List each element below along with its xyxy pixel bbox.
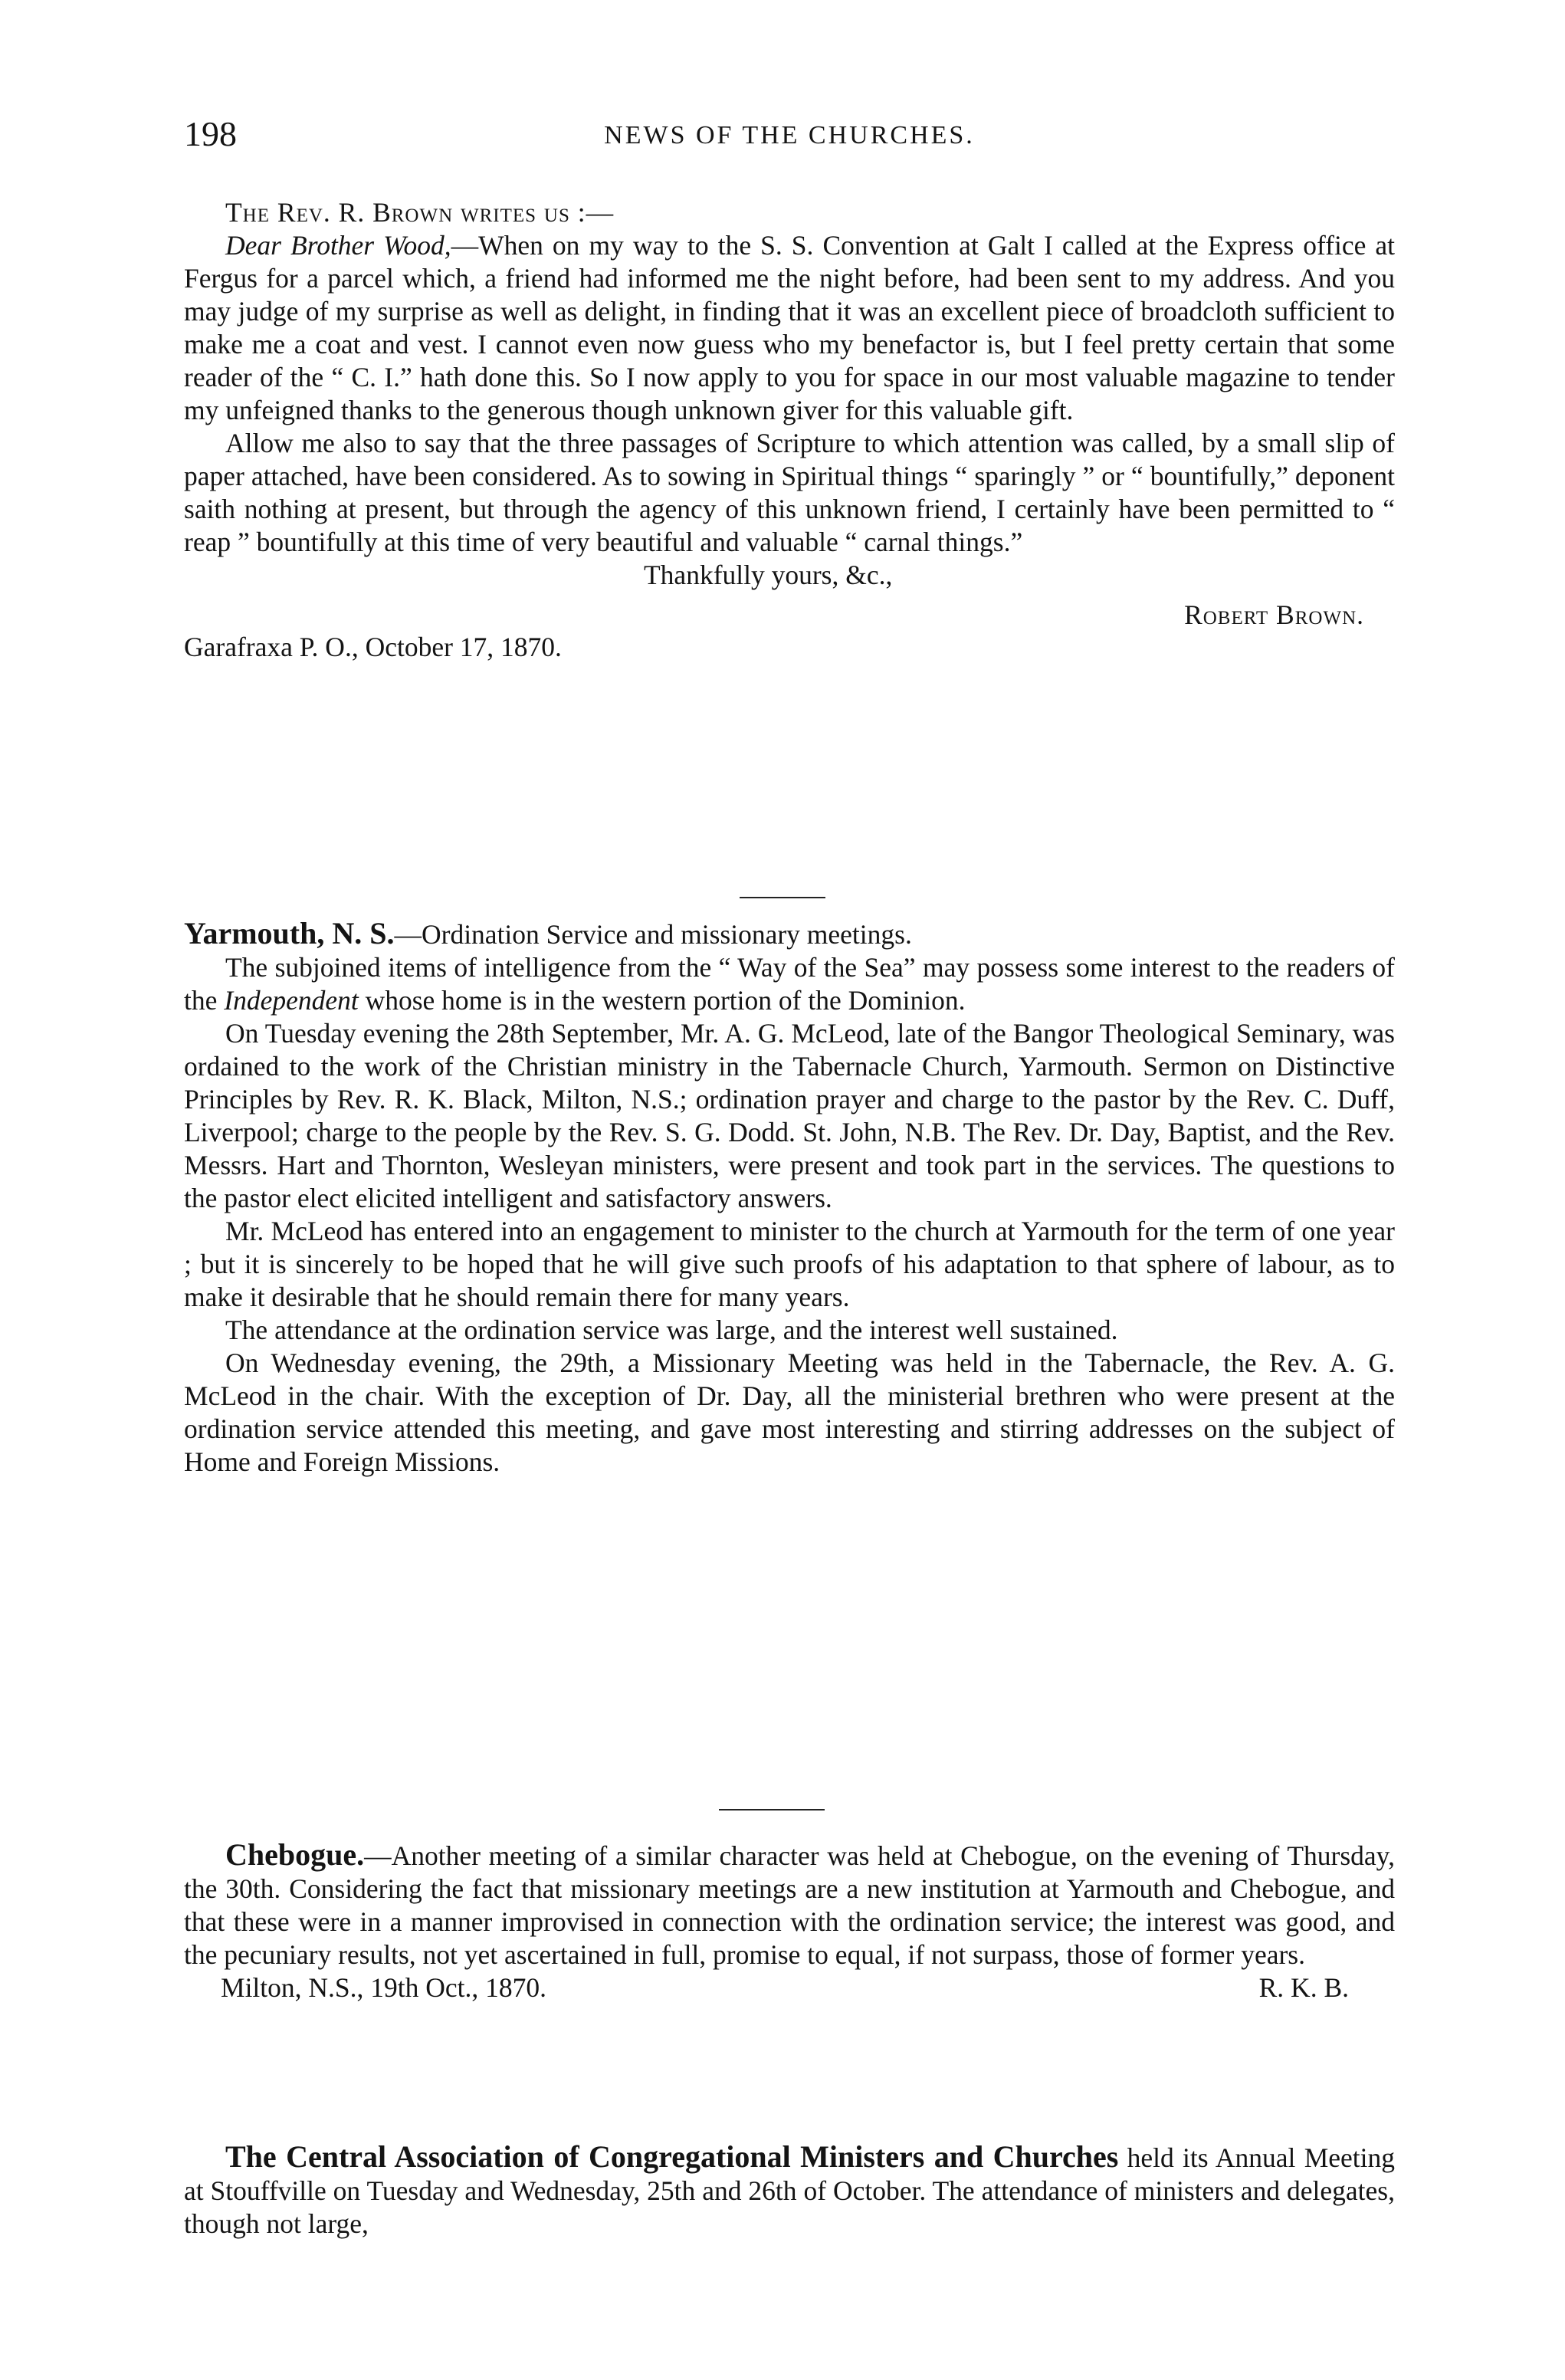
page-number: 198 bbox=[184, 114, 237, 153]
letter-closing: Thankfully yours, &c., bbox=[644, 560, 893, 590]
chebogue-signature-row bbox=[184, 1971, 1395, 2005]
yarmouth-paragraph-2: On Tuesday evening the 28th September, Mr. A. G. McLeod, late of the Bangor Theological Seminary, was ordained to the work of the Christian ministry in the Tabernacle Church, Yarmouth. Sermon on Distinctive Principles by Rev. R. K. Black, Milton, N.S.; ordination prayer and charge to the pastor by the Rev. C. Duff, Liverpool; charge to the people by the Rev. S. G. Dodd. St. John, N.B. The Rev. Dr. Day, Baptist, and the Rev. Messrs. Hart and Thornton, Wesleyan ministers, were present and took part in the services. The questions to the pastor elect elicited intelligent and satisfactory answers. bbox=[184, 1018, 1395, 1213]
yarmouth-heading-line bbox=[184, 917, 1395, 951]
chebogue-initials: R. K. B. bbox=[1258, 1972, 1349, 2003]
section-divider bbox=[719, 1809, 825, 1810]
running-head: NEWS OF THE CHURCHES. bbox=[604, 121, 975, 149]
letter-intro bbox=[184, 196, 1395, 229]
chebogue-paragraph bbox=[184, 1838, 1395, 1971]
letter-paragraph-2: Allow me also to say that the three passages of Scripture to which attention was called, by a small slip of paper attached, have been considered. As to sowing in Spiritual things “ sparingly ” or “ bountifully,” deponent saith nothing at present, but through the agency of this unknown friend, I certainly have been permitted to “ reap ” bountifully at this time of very beautiful and valuable “ carnal things.” bbox=[184, 428, 1395, 557]
closing-row bbox=[184, 559, 1395, 593]
central-association-section bbox=[184, 2140, 1395, 2240]
yarmouth-heading-text: —Ordination Service and missionary meetings. bbox=[394, 919, 912, 950]
yarmouth-section bbox=[184, 917, 1395, 1479]
letter-intro-text: The Rev. R. Brown writes us :— bbox=[225, 197, 615, 228]
place-date-row bbox=[184, 626, 1395, 660]
letter-salutation: Dear Brother Wood, bbox=[225, 230, 451, 261]
yarmouth-paragraph-1-b: whose home is in the western portion of the Dominion. bbox=[358, 985, 966, 1016]
chebogue-section bbox=[184, 1838, 1395, 2005]
page-header bbox=[184, 113, 1395, 159]
yarmouth-paragraph-5: On Wednesday evening, the 29th, a Missionary Meeting was held in the Tabernacle, the Rev. A. G. McLeod in the chair. With the exception of Dr. Day, all the ministerial brethren who were present at the ordination service attended this meeting, and gave most interesting and stirring addresses on the subject of Home and Foreign Missions. bbox=[184, 1348, 1395, 1477]
section-divider bbox=[740, 897, 825, 898]
signature-row bbox=[184, 593, 1395, 630]
central-association-paragraph bbox=[184, 2140, 1395, 2240]
chebogue-text: —Another meeting of a similar character was held at Chebogue, on the evening of Thursday, the 30th. Considering the fact that missionary meetings are a new institution at Yarmouth and Chebogue, and that these were in a manner improvised in connection with the ordination service; the interest was good, and the pecuniary results, not yet ascertained in full, promise to equal, if not surpass, those of former years. bbox=[184, 1840, 1395, 1970]
yarmouth-heading: Yarmouth, N. S. bbox=[184, 916, 395, 950]
yarmouth-paragraph-1 bbox=[184, 951, 1395, 1017]
yarmouth-paragraph-4: The attendance at the ordination service was large, and the interest well sustained. bbox=[225, 1315, 1118, 1345]
central-association-text: held its Annual Meeting at Stouffville on Tuesday and Wednesday, 25th and 26th of October. The attendance of ministers and delegates, though not large, bbox=[184, 2142, 1396, 2239]
letter-signature: Robert Brown. bbox=[1184, 599, 1364, 630]
central-association-heading: The Central Association of Congregational Ministers and Churches bbox=[225, 2139, 1119, 2174]
letter-paragraph-1-text: —When on my way to the S. S. Convention at Galt I called at the Express office at Fergus for a parcel which, a friend had informed me the night before, had been sent to my address. And you may judge of my surprise as well as delight, in finding that it was an excellent piece of broadcloth sufficient to make me a coat and vest. I cannot even now guess who my benefactor is, but I feel pretty certain that some reader of the “ C. I.” hath done this. So I now apply to you for space in our most valuable magazine to tender my unfeigned thanks to the generous though unknown giver for this valuable gift. bbox=[184, 230, 1395, 425]
letter-section bbox=[184, 196, 1395, 660]
chebogue-place-date: Milton, N.S., 19th Oct., 1870. bbox=[221, 1972, 547, 2003]
letter-paragraph-1 bbox=[184, 229, 1395, 427]
yarmouth-paragraph-3: Mr. McLeod has entered into an engagement to minister to the church at Yarmouth for the term of one year ; but it is sincerely to be hoped that he will give such proofs of his adaptation to that sphere of labour, as to make it desirable that he should remain there for many years. bbox=[184, 1216, 1395, 1312]
chebogue-heading: Chebogue. bbox=[225, 1837, 365, 1872]
independent-title: Independent bbox=[224, 985, 359, 1016]
letter-place-date: Garafraxa P. O., October 17, 1870. bbox=[184, 632, 562, 662]
yarmouth-paragraph-1-a: The subjoined items of intelligence from the “ Way of the Sea” may possess some interest to the readers of the bbox=[184, 952, 1395, 1016]
